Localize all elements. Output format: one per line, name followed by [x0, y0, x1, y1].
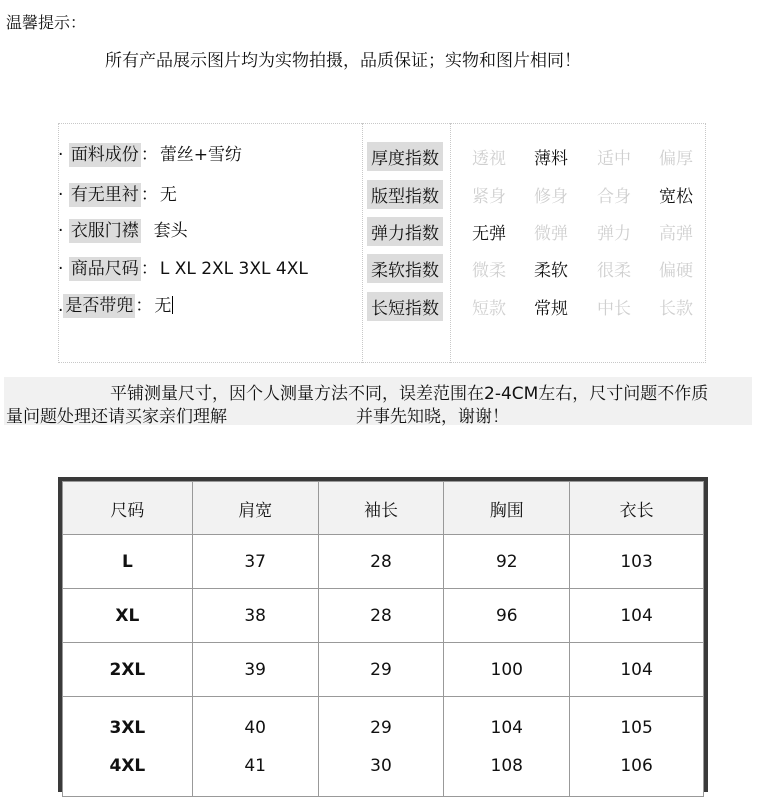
table-cell: 29: [370, 717, 392, 738]
panel-divider: [450, 123, 451, 363]
table-cell: 28: [318, 589, 444, 643]
index-option: 中长: [597, 299, 631, 319]
measure-note-line2: 量问题处理还请买家亲们理解: [6, 407, 227, 427]
table-cell: 104: [570, 643, 704, 697]
table-cell: L: [63, 535, 193, 589]
attr-label: 衣服门襟: [70, 221, 139, 241]
table-cell-merged: [63, 697, 193, 797]
header-size: 尺码: [63, 482, 193, 535]
attr-value: 蕾丝+雪纺: [159, 145, 243, 165]
measure-note-line2b: 并事先知晓，谢谢！: [356, 407, 509, 427]
attr-row-sizes: [58, 254, 308, 279]
attr-row-lining: [58, 180, 177, 205]
table-cell: 104: [490, 717, 523, 738]
index-option: 宽松: [659, 187, 693, 207]
attr-label: 面料成份: [70, 145, 139, 165]
index-option: 修身: [534, 187, 568, 207]
index-option: 透视: [472, 149, 506, 169]
measure-note-line1: 平铺测量尺寸，因个人测量方法不同，误差范围在2-4CM左右，尺寸问题不作质: [110, 384, 709, 404]
table-cell: 41: [244, 755, 266, 776]
attr-prefix: ·: [58, 185, 69, 205]
table-cell: 2XL: [63, 643, 193, 697]
table-cell: 96: [444, 589, 570, 643]
header-sleeve: 袖长: [318, 482, 444, 535]
table-row: [63, 589, 704, 643]
attr-row-fabric: [58, 140, 242, 165]
table-cell-merged: [444, 697, 570, 797]
table-cell: 104: [570, 589, 704, 643]
index-option: 短款: [472, 299, 506, 319]
index-option: 紧身: [472, 187, 506, 207]
header-chest: 胸围: [444, 482, 570, 535]
table-cell: 105: [620, 717, 653, 738]
attr-value: 无: [159, 185, 177, 205]
attr-sep: ：: [140, 259, 158, 279]
table-cell: 30: [370, 755, 392, 776]
attr-prefix: ·: [58, 259, 69, 279]
attr-value: L XL 2XL 3XL 4XL: [159, 259, 308, 279]
table-cell: 100: [444, 643, 570, 697]
index-label-elasticity: 弹力指数: [367, 217, 443, 246]
table-cell: 4XL: [109, 755, 146, 776]
table-cell: 40: [244, 717, 266, 738]
index-option: 长款: [659, 299, 693, 319]
table-cell: 106: [620, 755, 653, 776]
table-cell: 29: [318, 643, 444, 697]
table-cell: 92: [444, 535, 570, 589]
index-option: 微柔: [472, 261, 506, 281]
table-cell: 103: [570, 535, 704, 589]
index-option: 合身: [597, 187, 631, 207]
index-option: 常规: [534, 299, 568, 319]
table-header-row: [63, 482, 704, 535]
attr-prefix: .: [58, 296, 64, 316]
index-option: 无弹: [472, 224, 506, 244]
table-cell: 37: [192, 535, 318, 589]
index-option: 柔软: [534, 261, 568, 281]
table-row: [63, 697, 704, 797]
index-option: 高弹: [659, 224, 693, 244]
attr-sep: ：: [140, 185, 158, 205]
table-cell-merged: [318, 697, 444, 797]
index-label-fit: 版型指数: [367, 180, 443, 209]
panel-divider: [362, 123, 363, 363]
table-cell: 38: [192, 589, 318, 643]
table-cell: 28: [318, 535, 444, 589]
attr-label: 有无里衬: [70, 185, 139, 205]
attr-sep: ：: [135, 296, 153, 316]
table-cell-merged: [570, 697, 704, 797]
index-option: 很柔: [597, 261, 631, 281]
attr-sep: [141, 221, 152, 241]
index-option: 适中: [597, 149, 631, 169]
attr-sep: ：: [140, 145, 158, 165]
index-option: 薄料: [534, 149, 568, 169]
header-shoulder: 肩宽: [192, 482, 318, 535]
index-option: 偏硬: [659, 261, 693, 281]
attr-prefix: ·: [58, 145, 69, 165]
size-table: [62, 481, 704, 797]
attr-label: 是否带兜: [65, 296, 134, 316]
index-label-length: 长短指数: [367, 292, 443, 321]
attr-prefix: ·: [58, 221, 69, 241]
table-cell: 39: [192, 643, 318, 697]
table-row: [63, 643, 704, 697]
notice-title: 温馨提示：: [6, 13, 87, 32]
table-cell: 108: [490, 755, 523, 776]
text-caret: [172, 296, 173, 314]
attr-row-placket: [58, 216, 188, 241]
attr-label: 商品尺码: [70, 259, 139, 279]
size-table-frame: [58, 477, 708, 792]
notice-text: 所有产品展示图片均为实物拍摄，品质保证；实物和图片相同！: [105, 51, 581, 71]
attr-row-pocket: [58, 291, 173, 316]
table-cell: XL: [63, 589, 193, 643]
attr-value: 无: [154, 296, 172, 316]
header-length: 衣长: [570, 482, 704, 535]
index-option: 偏厚: [659, 149, 693, 169]
attr-value: 套头: [153, 221, 188, 241]
table-cell: 3XL: [109, 717, 146, 738]
index-label-softness: 柔软指数: [367, 254, 443, 283]
table-cell-merged: [192, 697, 318, 797]
table-row: [63, 535, 704, 589]
index-option: 弹力: [597, 224, 631, 244]
index-option: 微弹: [534, 224, 568, 244]
index-label-thickness: 厚度指数: [367, 142, 443, 171]
